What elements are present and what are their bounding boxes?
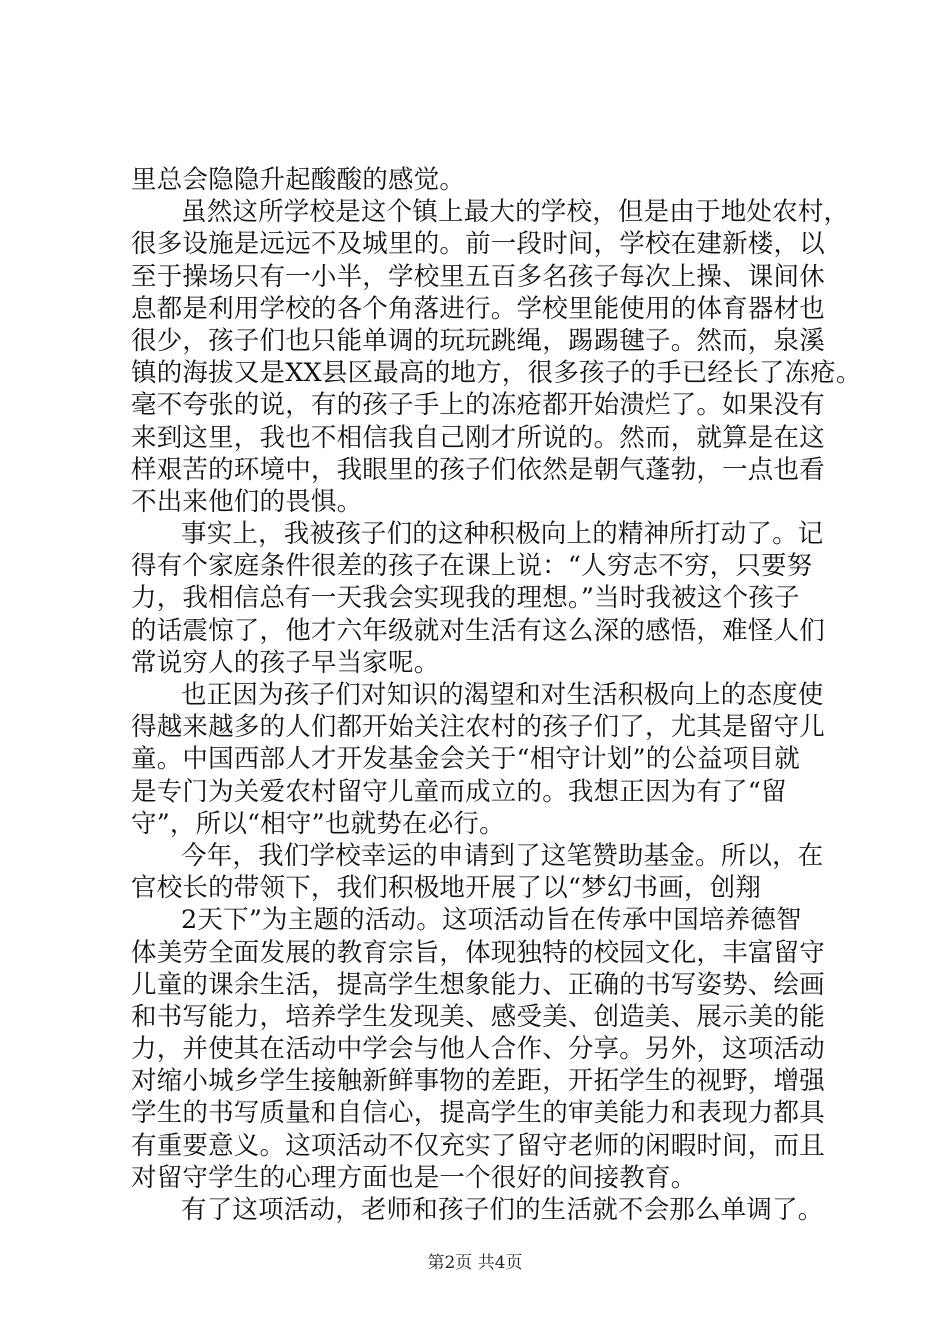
text-line: 是专门为关爱农村留守儿童而成立的。我想正因为有了“留 bbox=[131, 776, 787, 807]
text-line: 样艰苦的环境中，我眼里的孩子们依然是朝气蓬勃，一点也看 bbox=[131, 454, 825, 485]
text-line: 对缩小城乡学生接触新鲜事物的差距，开拓学生的视野，增强 bbox=[131, 1066, 825, 1097]
text-line: 常说穷人的孩子早当家呢。 bbox=[131, 647, 440, 678]
text-line: 对留守学生的心理方面也是一个很好的间接教育。 bbox=[131, 1162, 697, 1193]
text-line: 镇的海拔又是XX县区最高的地方，很多孩子的手已经长了冻疮。 bbox=[131, 358, 862, 389]
text-line: 儿童的课余生活，提高学生想象能力、正确的书写姿势、绘画 bbox=[131, 969, 825, 1000]
text-line: 童。中国西部人才开发基金会关于“相守计划”的公益项目就 bbox=[131, 744, 800, 775]
text-line: 事实上，我被孩子们的这种积极向上的精神所打动了。记 bbox=[181, 519, 824, 550]
text-line: 有了这项活动，老师和孩子们的生活就不会那么单调了。 bbox=[181, 1195, 824, 1225]
text-line: 虽然这所学校是这个镇上最大的学校，但是由于地处农村， bbox=[181, 197, 850, 228]
document-body bbox=[131, 164, 862, 1226]
text-line: 不出来他们的畏惧。 bbox=[131, 486, 363, 517]
text-line: 也正因为孩子们对知识的渴望和对生活积极向上的态度使 bbox=[181, 680, 824, 710]
text-line: 力，我相信总有一天我会实现我的理想。”当时我被这个孩子 bbox=[131, 583, 800, 614]
text-line: 的话震惊了，他才六年级就对生活有这么深的感悟，难怪人们 bbox=[131, 615, 825, 646]
text-line: 体美劳全面发展的教育宗旨，体现独特的校园文化，丰富留守 bbox=[131, 937, 825, 968]
page-footer: 第2页 共4页 bbox=[427, 1253, 523, 1273]
text-line: 来到这里，我也不相信我自己刚才所说的。然而，就算是在这 bbox=[131, 422, 825, 453]
text-line: 得越来越多的人们都开始关注农村的孩子们了，尤其是留守儿 bbox=[131, 712, 825, 743]
text-line: 2天下”为主题的活动。这项活动旨在传承中国培养德智 bbox=[181, 905, 802, 936]
text-line: 息都是利用学校的各个角落进行。学校里能使用的体育器材也 bbox=[131, 293, 825, 324]
text-line: 毫不夸张的说，有的孩子手上的冻疮都开始溃烂了。如果没有 bbox=[131, 390, 825, 421]
text-line: 今年，我们学校幸运的申请到了这笔赞助基金。所以，在 bbox=[181, 840, 824, 871]
text-line: 力，并使其在活动中学会与他人合作、分享。另外，这项活动 bbox=[131, 1034, 825, 1065]
text-line: 守”，所以“相守”也就势在必行。 bbox=[131, 808, 505, 839]
text-line: 至于操场只有一小半，学校里五百多名孩子每次上操、课间休 bbox=[131, 261, 825, 292]
text-line: 有重要意义。这项活动不仅充实了留守老师的闲暇时间，而且 bbox=[131, 1130, 825, 1161]
text-line: 很少，孩子们也只能单调的玩玩跳绳，踢踢毽子。然而，泉溪 bbox=[131, 325, 825, 356]
text-line: 和书写能力，培养学生发现美、感受美、创造美、展示美的能 bbox=[131, 1001, 825, 1032]
text-line: 里总会隐隐升起酸酸的感觉。 bbox=[131, 165, 466, 195]
text-line: 官校长的带领下，我们积极地开展了以“梦幻书画，创翔 bbox=[131, 873, 762, 904]
text-line: 很多设施是远远不及城里的。前一段时间，学校在建新楼，以 bbox=[131, 229, 825, 260]
text-line: 学生的书写质量和自信心，提高学生的审美能力和表现力都具 bbox=[131, 1098, 825, 1129]
text-line: 得有个家庭条件很差的孩子在课上说：“人穷志不穷，只要努 bbox=[131, 551, 813, 582]
